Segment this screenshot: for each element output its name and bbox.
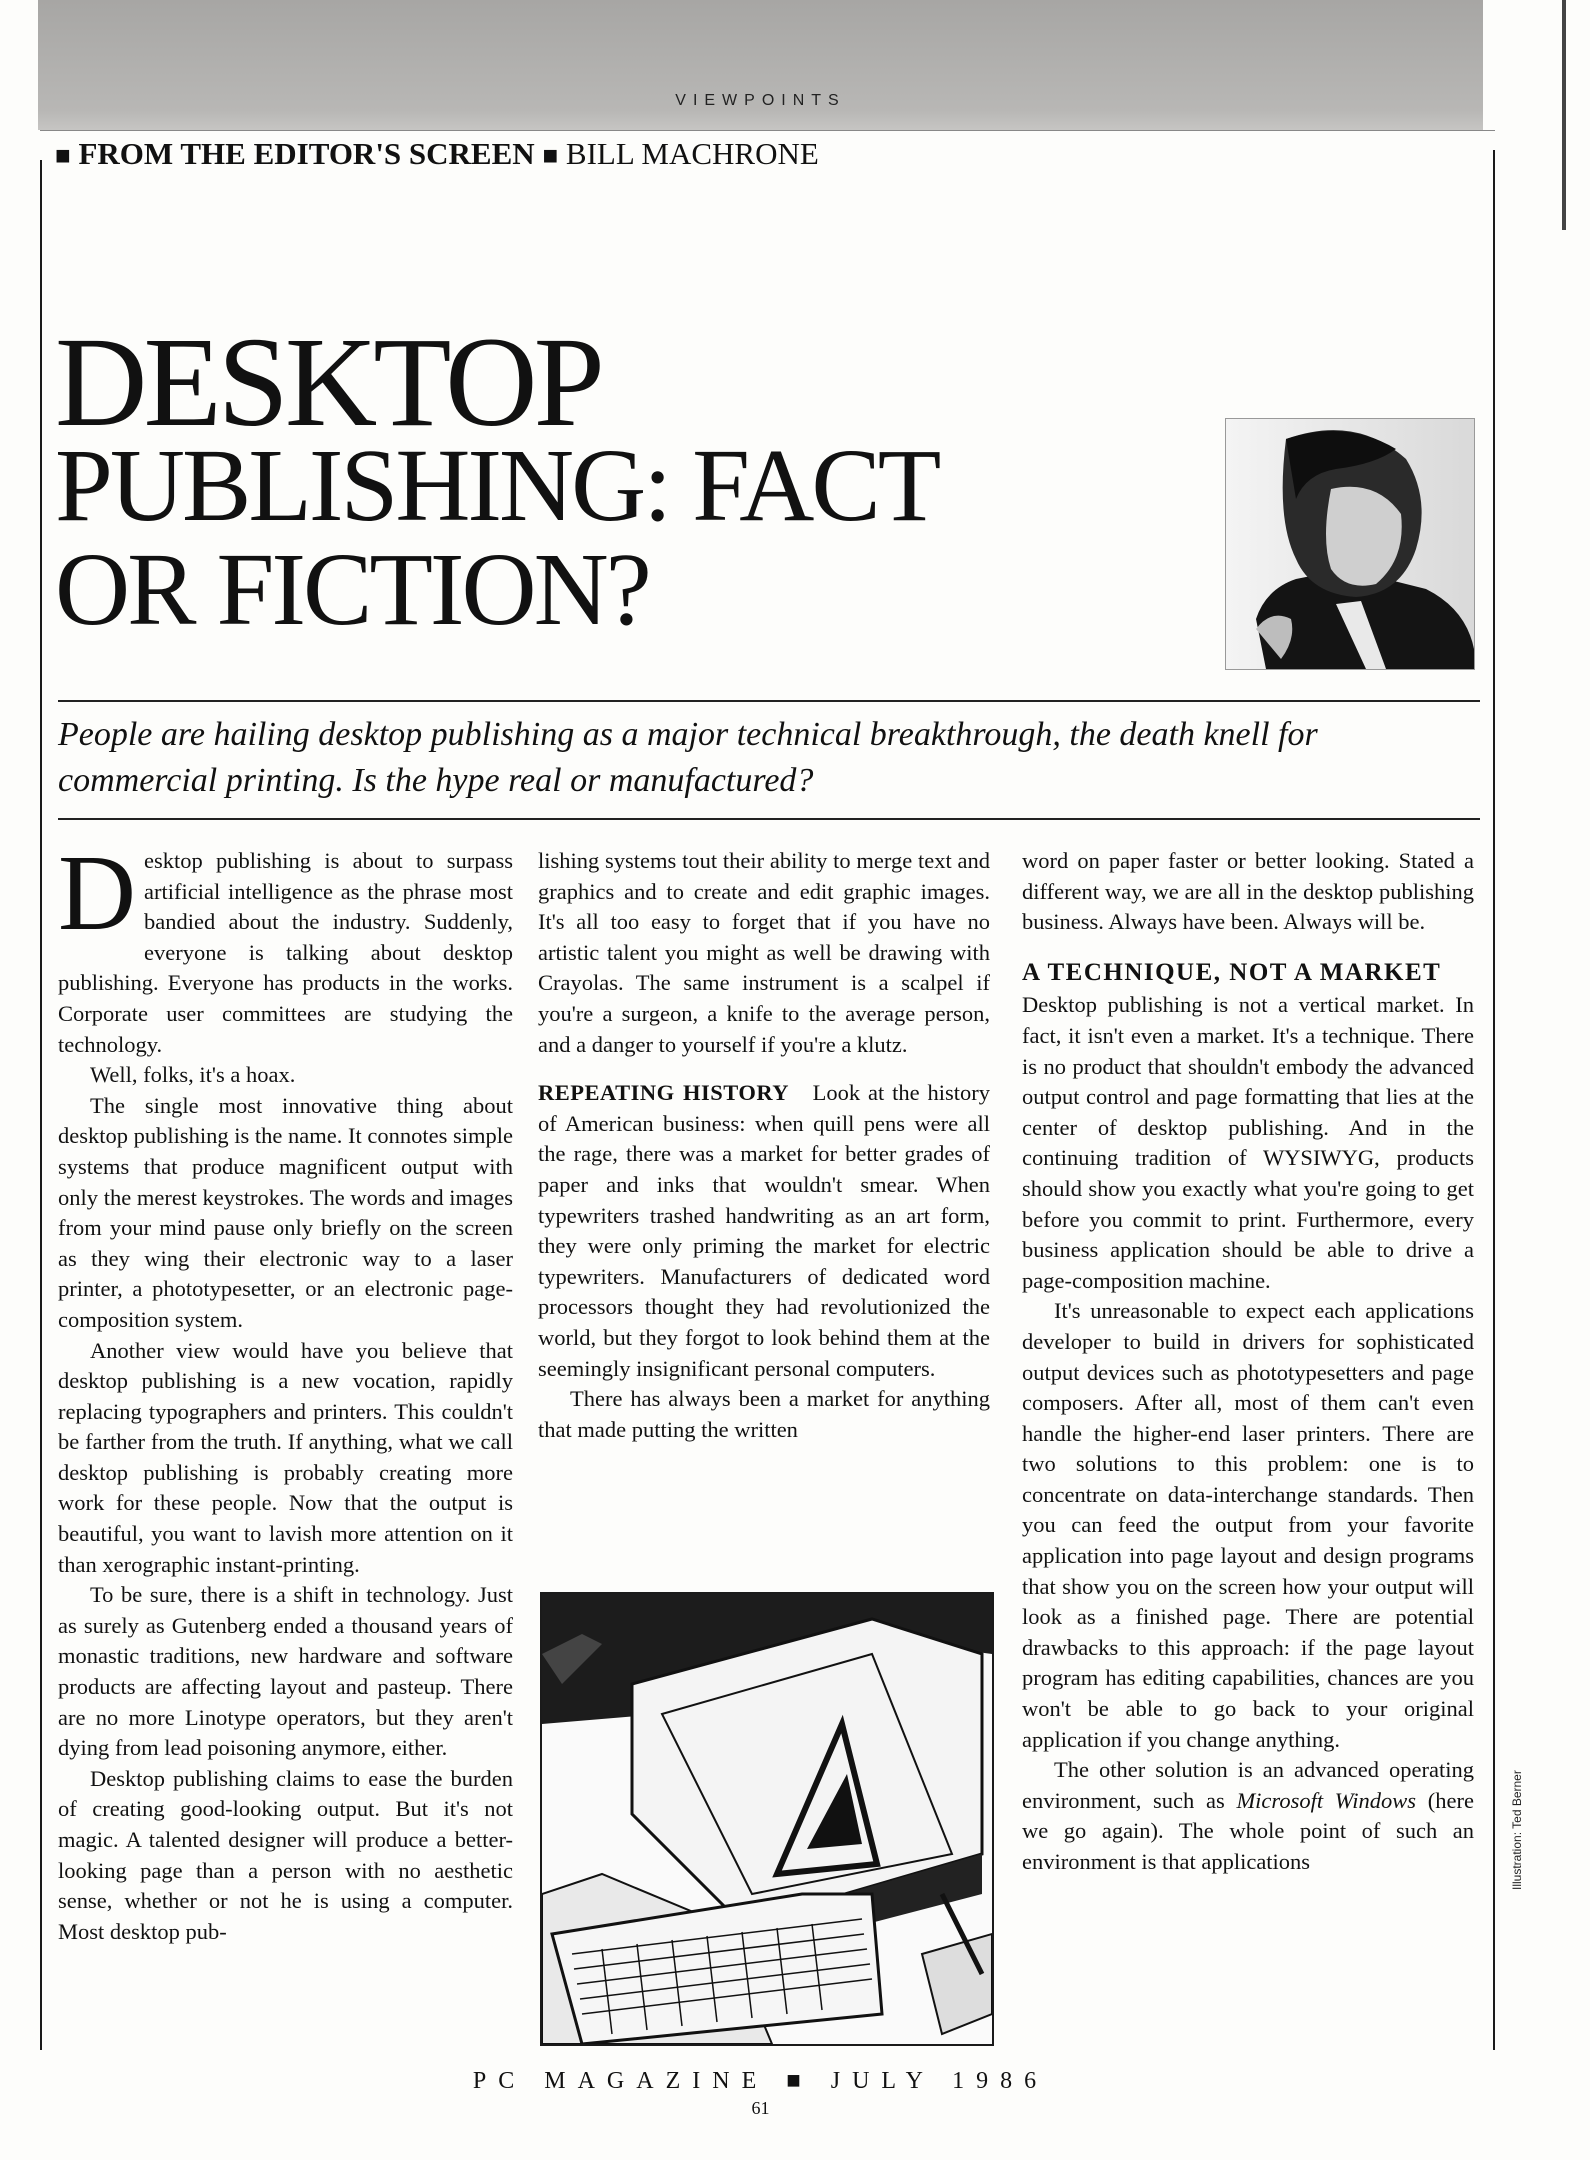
subhead-repeating-history: REPEATING HISTORY [538,1080,790,1106]
frame-rule-right [1493,150,1495,2050]
paragraph: To be sure, there is a shift in technology. Just as surely as Gutenberg ended a thousand years of monastic traditions, new hardware and software products are affecting layout and pasteup. There are no more Linotype operators, but they aren't dying from lead poisoning anymore, either. [58,1582,513,1761]
page-footer: PC MAGAZINE ■ JULY 1986 [472,2068,1049,2094]
author-name: BILL MACHRONE [565,136,819,171]
page-title [55,311,1175,647]
paragraph: word on paper faster or better looking. Stated a different way, we are all in the desktop publishing business. Always have been. Always will be. [1022,848,1474,935]
section-label: VIEWPOINTS [675,92,846,109]
paragraph: lishing systems tout their ability to merge text and graphics and to create and edit graphic images. It's all too easy to forget that if you have no artistic talent you might as well be drawing with Crayolas. The same instrument is a scalpel if you're a surgeon, a knife to the average person, and a danger to yourself if you're a klutz. [538,848,990,1057]
deck-rule [58,818,1480,820]
illustration-credit: Illustration: Ted Berner [1510,1770,1524,1890]
headline-line-2: PUBLISHING: FACT [55,428,939,543]
product-name: Microsoft Windows [1236,1787,1417,1813]
paragraph: Well, folks, it's a hoax. [90,1062,296,1088]
article-deck: People are hailing desktop publishing as a major technical breakthrough, the death knell for commercial printing. Is the hype real or manufactured? [58,716,1318,799]
author-portrait-photo [1225,418,1475,670]
paragraph: Another view would have you believe that desktop publishing is a new vocation, rapidly replacing typographers and printers. This couldn't be farther from the truth. If anything, what we call desktop publishing is probably creating more work for these people. Now that the output is beautiful, you want to lavish more attention on it than xerographic instant-printing. [58,1337,513,1577]
page-number: 61 [751,2098,770,2118]
headline-line-1: DESKTOP [55,311,601,453]
portrait-illustration [1226,419,1474,669]
paragraph: esktop publishing is about to surpass artificial intelligence as the phrase most bandied about the industry. Suddenly, everyone is talking about desktop publishing. Everyone has products in the works. Corporate user committees are studying the technology. [58,848,513,1057]
paragraph: Look at the history of American business: when quill pens were all the rage, there was a market for better grades of paper and inks that wouldn't smear. When typewriters trashed handwriting as an art form, they were only priming the market for electric typewriters. Manufacturers of dedicated word processors thought they had revolutionized the world, but they forgot to look behind them at the seemingly insignificant personal computers. [538,1080,990,1381]
paragraph: Desktop publishing is not a vertical market. In fact, it isn't even a market. It's a technique. There is no product that shouldn't embody the advanced output control and page formatting that lies at the center of desktop publishing. And in the continuing tradition of WYSIWYG, products should show you exactly what you're going to get before you commit to print. Furthermore, every business application should be able to drive a page-composition machine. [1022,992,1474,1293]
paragraph: The single most innovative thing about desktop publishing is the name. It connotes simple systems that produce magnificent output with only the merest keystrokes. The words and images from your mind pause only briefly on the screen as they wing their electronic way to a laser printer, a phototypesetter, or an electronic page-composition system. [58,1092,513,1332]
top-gray-band [38,0,1483,130]
subhead-technique: A TECHNIQUE, NOT A MARKET [1022,958,1442,986]
article-column-2 [538,846,990,1445]
column-kicker [55,136,819,172]
kicker-rule [40,130,1495,131]
illustration-svg [542,1594,992,2044]
paragraph-text: (here we go again). The whole point of such an environment is that applications [1022,1787,1474,1874]
article-column-3 [1022,846,1474,1878]
paragraph: Desktop publishing claims to ease the burden of creating good-looking output. But it's not magic. A talented designer will produce a better-looking page than a person with no aesthetic sense, whether or not he is using a computer. Most desktop pub- [58,1765,513,1944]
paragraph: There has always been a market for anything that made putting the written [538,1386,990,1442]
page-edge-mark [1562,0,1566,230]
drafting-table-illustration [540,1592,994,2046]
bullet-square-icon: ■ [542,141,559,170]
paragraph: It's unreasonable to expect each applications developer to build in drivers for sophisticated output devices such as phototypesetters and page composers. After all, most of them can't even handle the higher-end laser printers. There are two solutions to this problem: one is to concentrate on data-interchange standards. Then you can feed the output from your favorite application into page layout and design programs that show you on the screen how your output will look as a finished page. There are potential drawbacks to this approach: if the page layout program has editing capabilities, chances are you won't be able to go back to your original application if you change anything. [1022,1298,1474,1752]
drop-cap: D [58,834,136,953]
article-column-1 [58,834,513,1947]
column-title: FROM THE EDITOR'S SCREEN [78,136,535,171]
headline-rule [58,700,1480,702]
paragraph [1022,1755,1474,1877]
paragraph-text: The other solution is an advanced operating environment, such as [1022,1757,1474,1813]
frame-rule-left [40,160,42,2050]
headline-line-3: OR FICTION? [55,532,649,647]
bullet-square-icon: ■ [55,141,71,170]
